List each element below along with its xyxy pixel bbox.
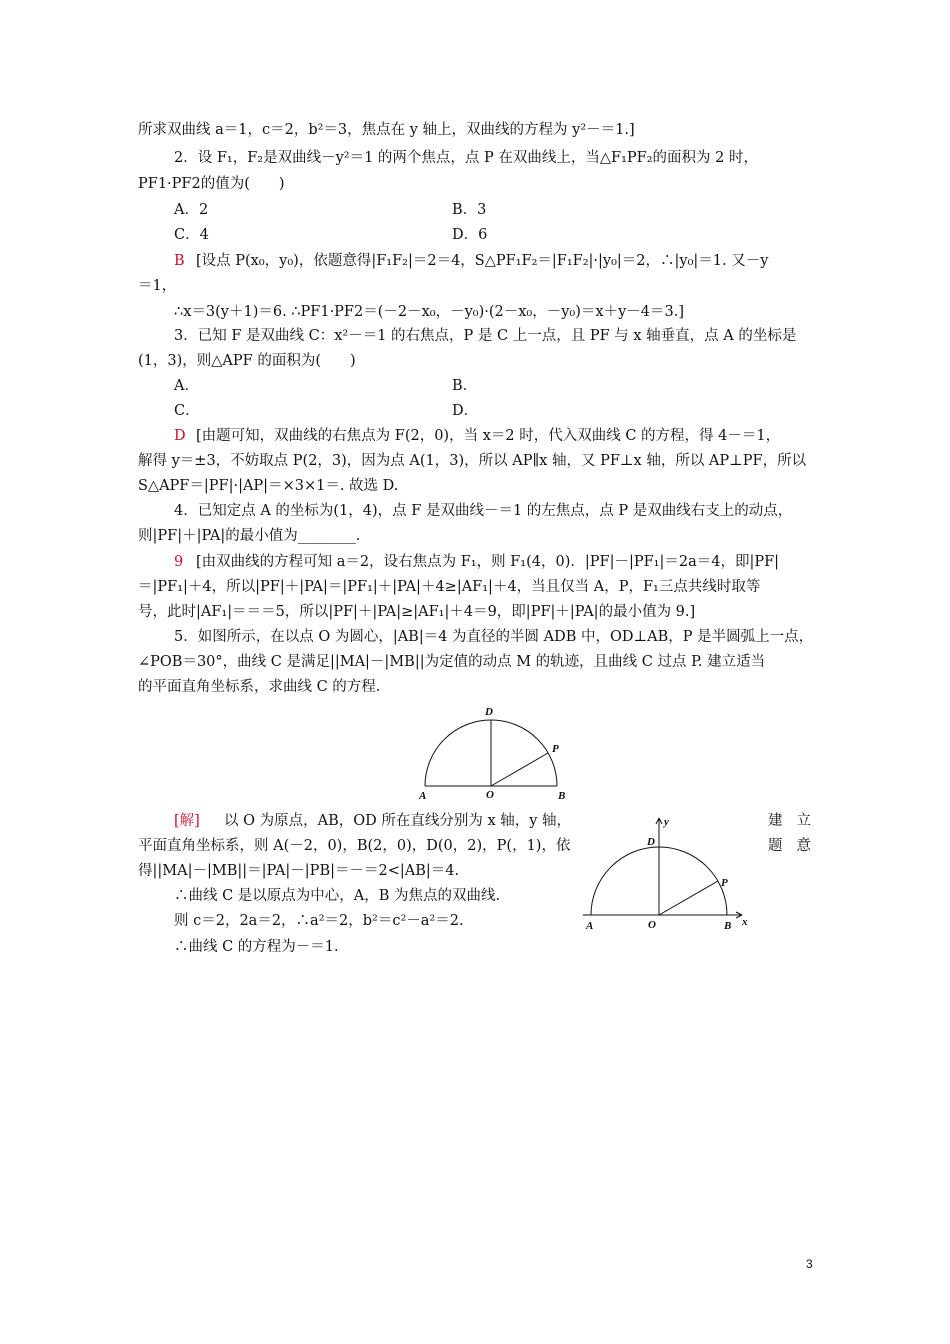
solution-tag: [解] xyxy=(174,813,200,829)
solution-text: 则 c＝2，2a＝2，∴a²＝2，b²＝c²－a²＝2. xyxy=(174,913,464,929)
label-y: y xyxy=(664,816,669,828)
question-3-text: (1，3)，则△APF 的面积为( ) xyxy=(138,353,356,369)
option-b: B．3 xyxy=(452,202,487,218)
question-4-text: 则|PF|＋|PA|的最小值为________. xyxy=(138,528,361,544)
segment-op xyxy=(491,753,548,786)
solution-text: 得||MA|－|MB||＝|PA|－|PB|＝－＝2<|AB|＝4. xyxy=(138,863,460,879)
solution-text: ∴曲线 C 的方程为－＝1. xyxy=(174,939,339,955)
question-5-text: 5．如图所示，在以点 O 为圆心，|AB|＝4 为直径的半圆 ADB 中，OD⊥AB，P 是半圆弧上一点， xyxy=(174,629,814,645)
page-number: 3 xyxy=(806,1257,813,1271)
question-2-text: PF1·PF2的值为( ) xyxy=(138,176,285,192)
answer-4-text: 号，此时|AF₁|＝＝＝5，所以|PF|＋|PA|≥|AF₁|＋4＝9，即|PF|＋|PA|的最小值为 9.] xyxy=(138,604,696,620)
answer-4-text: ＝|PF₁|＋4，所以|PF|＋|PA|＝|PF₁|＋|PA|＋4≥|AF₁|＋4，当且仅当 A，P，F₁三点共线时取等 xyxy=(138,579,761,595)
coordinate-semicircle-figure xyxy=(578,812,758,934)
question-3-text: 3．已知 F 是双曲线 C：x²－＝1 的右焦点，P 是 C 上一点，且 PF 与 x 轴垂直，点 A 的坐标是 xyxy=(174,328,797,344)
answer-2-text: ＝1， xyxy=(138,278,177,294)
label-a: A xyxy=(419,790,427,802)
answer-4-text: [由双曲线的方程可知 a＝2，设右焦点为 F₁，则 F₁(4，0)．|PF|－|PF₁|＝2a＝4，即|PF| xyxy=(196,554,780,570)
option-a: A．2 xyxy=(174,202,209,218)
question-5-text: ∠POB＝30°，曲线 C 是满足||MA|－|MB||为定值的动点 M 的轨迹，且曲线 C 过点 P. 建立适当 xyxy=(138,654,766,670)
label-o: O xyxy=(648,919,656,931)
label-d: D xyxy=(485,706,493,718)
text-line: 所求双曲线 a＝1，c＝2，b²＝3，焦点在 y 轴上，双曲线的方程为 y²－＝1.] xyxy=(138,122,635,138)
answer-letter: D xyxy=(174,428,186,444)
option-b: B． xyxy=(452,378,478,394)
solution-text: 以 O 为原点，AB，OD 所在直线分别为 x 轴，y 轴， xyxy=(224,813,572,829)
label-p: P xyxy=(721,877,728,889)
option-c: C． xyxy=(174,403,200,419)
option-c: C．4 xyxy=(174,227,209,243)
label-p: P xyxy=(552,743,559,755)
option-d: D． xyxy=(452,403,479,419)
option-d: D．6 xyxy=(452,227,488,243)
answer-2-text: ∴x＝3(y＋1)＝6. ∴PF1·PF2＝(－2－x₀，－y₀)·(2－x₀，－y₀)＝x＋y－4＝3.] xyxy=(174,304,684,320)
question-2-text: 2．设 F₁，F₂是双曲线－y²＝1 的两个焦点，点 P 在双曲线上，当△F₁PF₂的面积为 2 时， xyxy=(174,150,758,166)
answer-3-text: [由题可知，双曲线的右焦点为 F(2，0)，当 x＝2 时，代入双曲线 C 的方程，得 4－＝1， xyxy=(196,428,781,444)
answer-letter: 9 xyxy=(174,554,184,570)
semicircle-figure xyxy=(412,700,582,802)
label-a: A xyxy=(586,920,594,932)
answer-3-text: S△APF＝|PF|·|AP|＝×3×1＝. 故选 D. xyxy=(138,478,399,494)
label-x: x xyxy=(742,916,748,928)
label-d: D xyxy=(647,836,655,848)
answer-2-text: [设点 P(x₀，y₀)，依题意得|F₁F₂|＝2＝4，S△PF₁F₂＝|F₁F₂|·|y₀|＝2，∴|y₀|＝1. 又－y xyxy=(196,253,769,269)
solution-side-text: 建立 xyxy=(768,813,825,829)
answer-letter: B xyxy=(174,253,185,269)
label-b: B xyxy=(724,920,732,932)
answer-3-text: 解得 y＝±3，不妨取点 P(2，3)，因为点 A(1，3)，所以 AP∥x 轴，又 PF⊥x 轴，所以 AP⊥PF，所以 xyxy=(138,453,807,469)
solution-side-text: 题意 xyxy=(768,838,825,854)
question-5-text: 的平面直角坐标系，求曲线 C 的方程. xyxy=(138,679,381,695)
option-a: A． xyxy=(174,378,199,394)
solution-text: 平面直角坐标系，则 A(－2，0)，B(2，0)，D(0，2)，P(，1)，依 xyxy=(138,838,571,854)
segment-op xyxy=(659,881,718,915)
label-b: B xyxy=(558,790,566,802)
solution-text: ∴曲线 C 是以原点为中心，A，B 为焦点的双曲线. xyxy=(174,888,501,904)
label-o: O xyxy=(486,789,494,801)
question-4-text: 4．已知定点 A 的坐标为(1，4)，点 F 是双曲线－＝1 的左焦点，点 P 是双曲线右支上的动点， xyxy=(174,503,793,519)
